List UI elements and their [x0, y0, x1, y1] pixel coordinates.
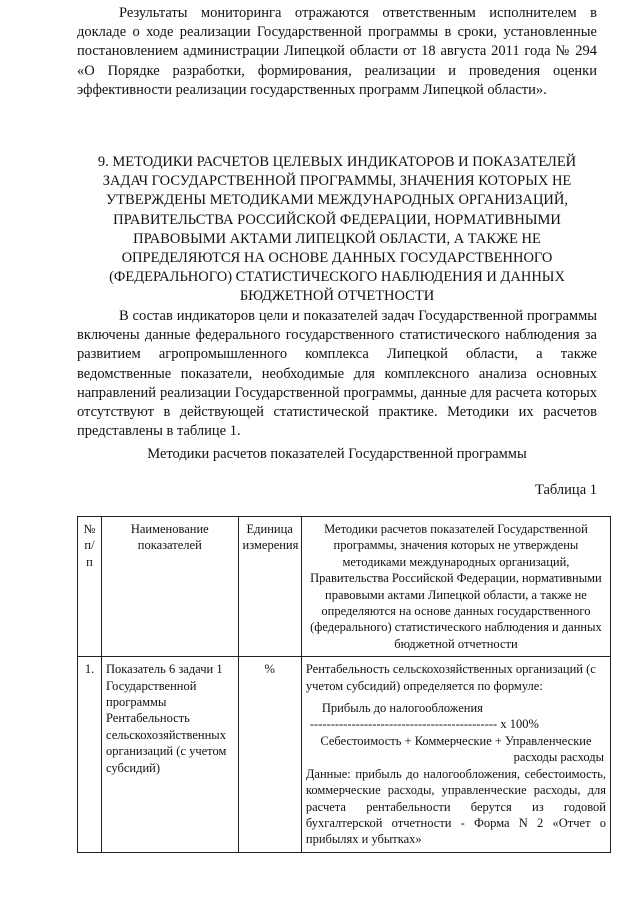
- formula-numerator: Прибыль до налогообложения: [321, 701, 483, 716]
- row-indicator-name: Показатель 6 задачи 1 Государственной программы Рентабельность сельскохозяйственных организаций (с учетом субсидий): [102, 657, 239, 852]
- table-header-row: [78, 517, 611, 657]
- formula-denominator: Себестоимость + Коммерческие + Управленческие: [320, 733, 592, 748]
- section-heading: 9. МЕТОДИКИ РАСЧЕТОВ ЦЕЛЕВЫХ ИНДИКАТОРОВ И ПОКАЗАТЕЛЕЙ ЗАДАЧ ГОСУДАРСТВЕННОЙ ПРОГРАММЫ, ЗНАЧЕНИЯ КОТОРЫХ НЕ УТВЕРЖДЕНЫ МЕТОДИКАМИ МЕЖДУНАРОДНЫХ ОРГАНИЗАЦИЙ, ПРАВИТЕЛЬСТВА РОССИЙСКОЙ ФЕДЕРАЦИИ, НОРМАТИВНЫМИ ПРАВОВЫМИ АКТАМИ ЛИПЕЦКОЙ ОБЛАСТИ, А ТАКЖЕ НЕ ОПРЕДЕЛЯЮТСЯ НА ОСНОВЕ ДАННЫХ ГОСУДАРСТВЕННОГО (ФЕДЕРАЛЬНОГО) СТАТИСТИЧЕСКОГО НАБЛЮДЕНИЯ И ДАННЫХ БЮДЖЕТНОЙ ОТЧЕТНОСТИ: [97, 154, 577, 305]
- row-number: 1.: [78, 657, 102, 852]
- header-name: Наименование показателей: [102, 517, 239, 657]
- formula-fraction-line: --------------------------------------------- х 100%: [309, 717, 539, 732]
- table-row: [78, 657, 611, 852]
- method-intro: Рентабельность сельскохозяйственных организаций (с учетом субсидий) определяется по формуле:: [305, 662, 596, 693]
- header-unit: Единица измерения: [238, 517, 301, 657]
- table-number: Таблица 1: [534, 482, 597, 498]
- method-data-source: Данные: прибыль до налогообложения, себестоимость, коммерческие расходы, управленческие расходы, для расчета рентабельности берутся из годовой бухгалтерской отчетности - Форма N 2 «Отчет о прибылях и убытках»: [305, 766, 606, 847]
- formula-denominator-line2: расходы расходы: [513, 750, 604, 765]
- row-method: [301, 657, 610, 852]
- indicators-paragraph: В состав индикаторов цели и показателей задач Государственной программы включены данные федерального государственного статистического наблюдения за развитием агропромышленного комплекса Липецкой области, а также ведомственные показатели, необходимые для комплексного анализа основных направлений реализации Государственной программы, данные для расчета которых отсутствуют в действующей статистической практике. Методики их расчетов представлены в таблице 1.: [77, 308, 597, 440]
- header-number: № п/п: [78, 517, 102, 657]
- row-unit: %: [238, 657, 301, 852]
- header-method: Методики расчетов показателей Государственной программы, значения которых не утверждены методиками международных организаций, Правительства Российской Федерации, нормативными правовыми актами Липецкой области, а также не определяются на основе данных государственного (федерального) статистического наблюдения и данных бюджетной отчетности: [301, 517, 610, 657]
- table-title: Методики расчетов показателей Государственной программы: [147, 446, 527, 462]
- monitoring-paragraph: Результаты мониторинга отражаются ответственным исполнителем в докладе о ходе реализации Государственной программы в сроки, установленные постановлением администрации Липецкой области от 18 августа 2011 года № 294 «О Порядке разработки, формирования, реализации и проведения оценки эффективности реализации государственных программ Липецкой области».: [77, 5, 597, 98]
- methods-table: [77, 516, 611, 853]
